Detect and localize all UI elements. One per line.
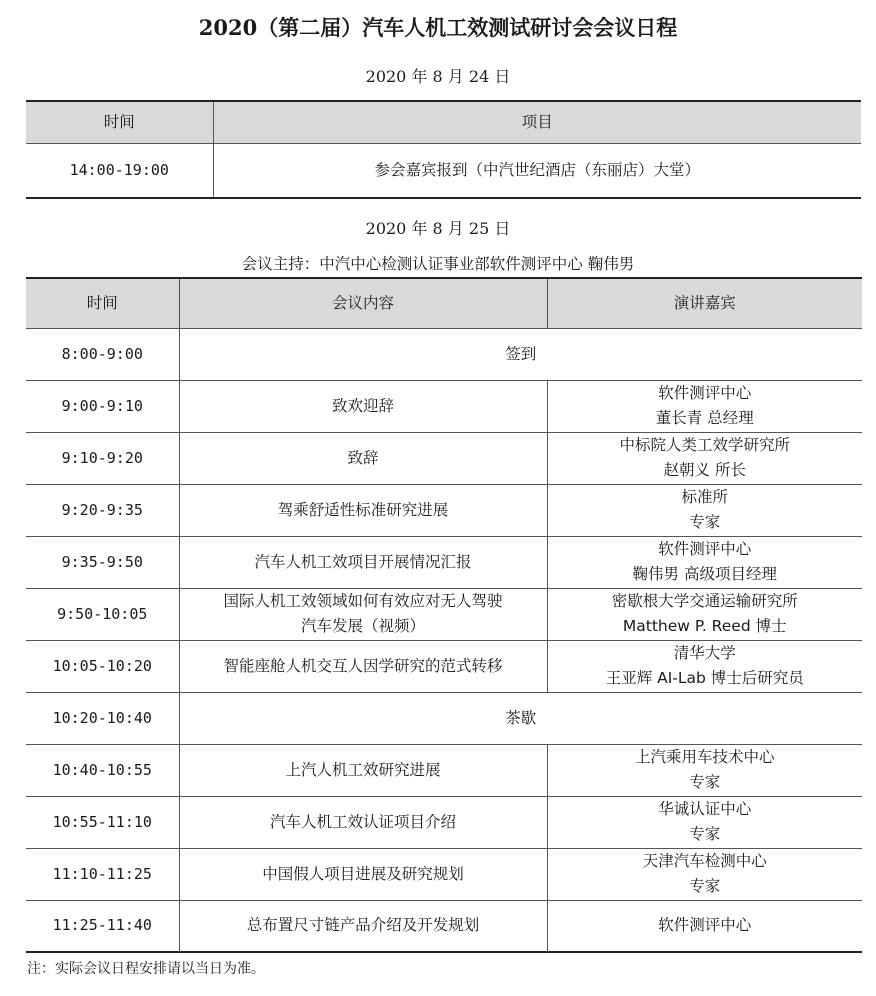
- cell-speaker: [547, 432, 862, 484]
- cell-speaker: [547, 796, 862, 848]
- cell-time: 9:10-9:20: [26, 432, 179, 484]
- table-row: [26, 796, 862, 848]
- day2-date: 2020 年 8 月 25 日: [365, 219, 511, 238]
- cell-content: 汽车人机工效认证项目介绍: [179, 796, 547, 848]
- speaker-name: 专家: [689, 877, 721, 895]
- speaker-name: 董长青 总经理: [655, 409, 754, 427]
- cell-time: 10:40-10:55: [26, 744, 179, 796]
- cell-speaker: [547, 380, 862, 432]
- content-line-2: 汽车发展（视频）: [300, 617, 425, 635]
- day1-date: 2020 年 8 月 24 日: [365, 67, 511, 86]
- speaker-name: 赵朝义 所长: [663, 461, 746, 479]
- cell-content: 总布置尺寸链产品介绍及开发规划: [179, 900, 547, 952]
- cell-content: 上汽人机工效研究进展: [179, 744, 547, 796]
- speaker-name: 鞠伟男 高级项目经理: [632, 565, 777, 583]
- day2-table: [26, 277, 862, 953]
- cell-speaker: 软件测评中心: [547, 900, 862, 952]
- table-row: [26, 484, 862, 536]
- speaker-org: 华诚认证中心: [658, 800, 752, 818]
- speaker-name: 专家: [689, 825, 721, 843]
- table-row: [26, 900, 862, 952]
- cell-content: 中国假人项目进展及研究规划: [179, 848, 547, 900]
- table-row: [26, 143, 861, 198]
- table-row: [26, 536, 862, 588]
- table-row: [26, 380, 862, 432]
- cell-speaker: [547, 484, 862, 536]
- cell-time: 14:00-19:00: [26, 143, 213, 198]
- header-time: 时间: [26, 278, 179, 328]
- cell-time: 10:05-10:20: [26, 640, 179, 692]
- cell-content: [179, 588, 547, 640]
- cell-time: 11:10-11:25: [26, 848, 179, 900]
- header-content: 会议内容: [179, 278, 547, 328]
- table-row: [26, 588, 862, 640]
- cell-content: 致辞: [179, 432, 547, 484]
- cell-content: 驾乘舒适性标准研究进展: [179, 484, 547, 536]
- table-row: [26, 432, 862, 484]
- cell-speaker: [547, 744, 862, 796]
- cell-speaker: [547, 536, 862, 588]
- cell-content: 汽车人机工效项目开展情况汇报: [179, 536, 547, 588]
- table-row: [26, 744, 862, 796]
- cell-speaker: [547, 640, 862, 692]
- cell-content: 致欢迎辞: [179, 380, 547, 432]
- cell-speaker: [547, 848, 862, 900]
- speaker-org: 密歇根大学交通运输研究所: [611, 592, 798, 610]
- cell-item: 参会嘉宾报到（中汽世纪酒店（东丽店）大堂）: [213, 143, 861, 198]
- header-speaker: 演讲嘉宾: [547, 278, 862, 328]
- speaker-name: 王亚辉 AI-Lab 博士后研究员: [605, 669, 804, 687]
- speaker-org: 软件测评中心: [658, 540, 752, 558]
- table-row: [26, 640, 862, 692]
- cell-time: 9:50-10:05: [26, 588, 179, 640]
- cell-time: 10:20-10:40: [26, 692, 179, 744]
- table-row: [26, 692, 862, 744]
- cell-content: 茶歇: [179, 692, 862, 744]
- cell-time: 9:35-9:50: [26, 536, 179, 588]
- table-row: [26, 848, 862, 900]
- cell-content: 智能座舱人机交互人因学研究的范式转移: [179, 640, 547, 692]
- table-header-row: [26, 101, 861, 143]
- footnote: 注：实际会议日程安排请以当日为准。: [27, 961, 265, 977]
- speaker-org: 天津汽车检测中心: [642, 852, 767, 870]
- cell-speaker: [547, 588, 862, 640]
- speaker-name: 专家: [689, 773, 721, 791]
- speaker-org: 软件测评中心: [658, 384, 752, 402]
- host-line: 会议主持：中汽中心检测认证事业部软件测评中心 鞠伟男: [241, 255, 635, 273]
- table-row: [26, 328, 862, 380]
- cell-time: 9:00-9:10: [26, 380, 179, 432]
- table-header-row: [26, 278, 862, 328]
- speaker-org: 上汽乘用车技术中心: [634, 748, 775, 766]
- header-time: 时间: [26, 101, 213, 143]
- speaker-org: 清华大学: [673, 644, 736, 662]
- speaker-name: Matthew P. Reed 博士: [622, 617, 787, 635]
- day1-table: [26, 100, 861, 199]
- cell-content: 签到: [179, 328, 862, 380]
- speaker-name: 专家: [689, 513, 721, 531]
- page-title: 2020（第二届）汽车人机工效测试研讨会会议日程: [198, 15, 678, 40]
- cell-time: 9:20-9:35: [26, 484, 179, 536]
- cell-time: 11:25-11:40: [26, 900, 179, 952]
- speaker-org: 中标院人类工效学研究所: [619, 436, 790, 454]
- cell-time: 8:00-9:00: [26, 328, 179, 380]
- content-line-1: 国际人机工效领域如何有效应对无人驾驶: [223, 592, 503, 610]
- speaker-org: 标准所: [681, 488, 728, 506]
- header-item: 项目: [213, 101, 861, 143]
- cell-time: 10:55-11:10: [26, 796, 179, 848]
